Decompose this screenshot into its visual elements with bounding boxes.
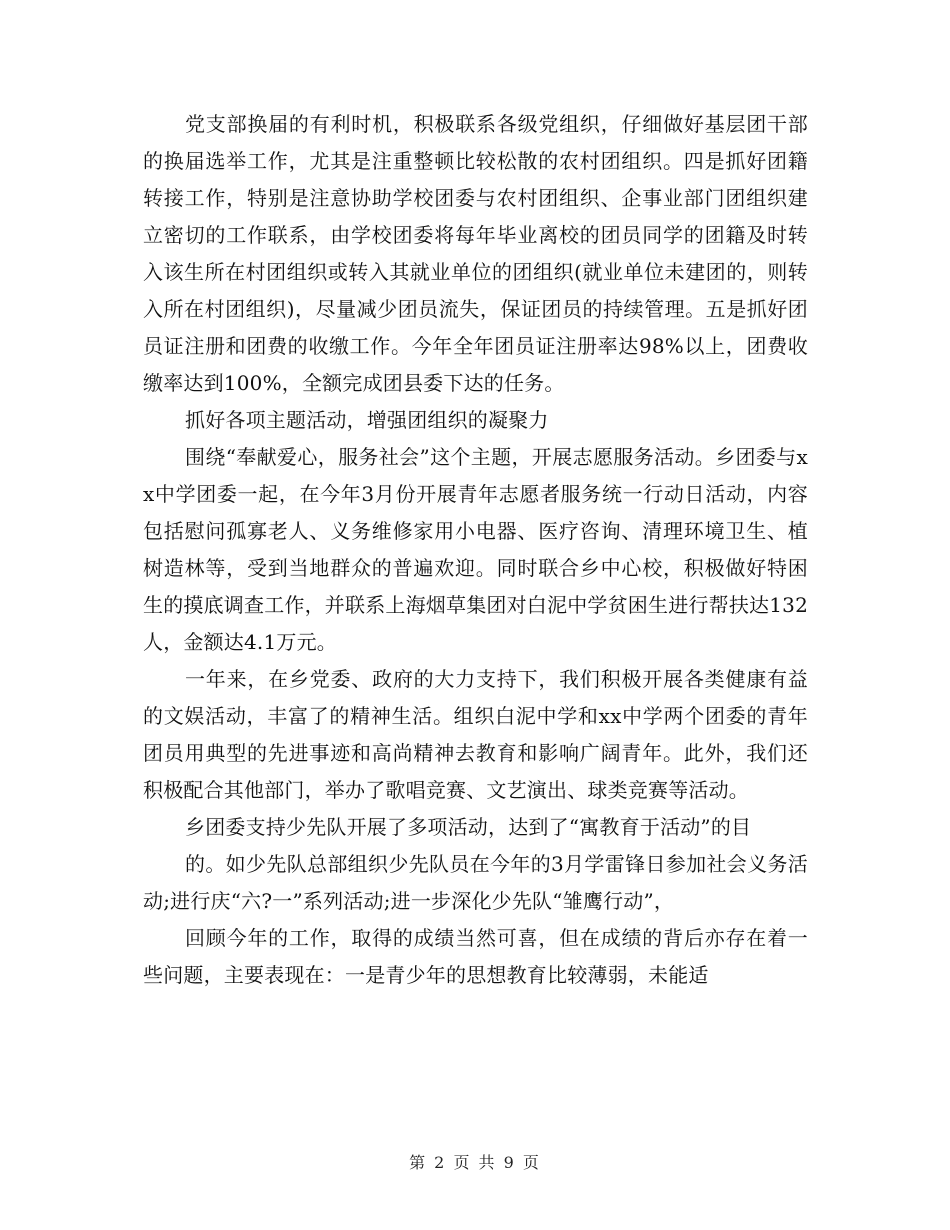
paragraph-3: 一年来，在乡党委、政府的大力支持下，我们积极开展各类健康有益的文娱活动，丰富了的精神生活。组织白泥中学和xx中学两个团委的青年团员用典型的先进事迹和高尚精神去教育和影响广阔青年。此外，我们还积极配合其他部门，举办了歌唱竞赛、文艺演出、球类竞赛等活动。 — [143, 667, 808, 802]
paragraph-5: 的。如少先队总部组织少先队员在今年的3月学雷锋日参加社会义务活动;进行庆“六?一”系列活动;进一步深化少先队“雏鹰行动”， — [143, 852, 808, 913]
document-body — [143, 106, 808, 994]
paragraph-1: 党支部换届的有利时机，积极联系各级党组织，仔细做好基层团干部的换届选举工作，尤其是注重整顿比较松散的农村团组织。四是抓好团籍转接工作，特别是注意协助学校团委与农村团组织、企事业部门团组织建立密切的工作联系，由学校团委将每年毕业离校的团员同学的团籍及时转入该生所在村团组织或转入其就业单位的团组织(就业单位未建团的，则转入所在村团组织)，尽量减少团员流失，保证团员的持续管理。五是抓好团员证注册和团费的收缴工作。今年全年团员证注册率达98%以上，团费收缴率达到100%，全额完成团县委下达的任务。 — [143, 112, 808, 395]
paragraph-6: 回顾今年的工作，取得的成绩当然可喜，但在成绩的背后亦存在着一些问题，主要表现在：一是青少年的思想教育比较薄弱，未能适 — [143, 926, 808, 987]
page-footer: 第 2 页 共 9 页 — [409, 1153, 541, 1172]
paragraph-4: 乡团委支持少先队开展了多项活动，达到了“寓教育于活动”的目 — [185, 815, 752, 839]
section-heading: 抓好各项主题活动，增强团组织的凝聚力 — [185, 408, 549, 432]
paragraph-2: 围绕“奉献爱心，服务社会”这个主题，开展志愿服务活动。乡团委与xx中学团委一起，在今年3月份开展青年志愿者服务统一行动日活动，内容包括慰问孤寡老人、义务维修家用小电器、医疗咨询、清理环境卫生、植树造林等，受到当地群众的普遍欢迎。同时联合乡中心校，积极做好特困生的摸底调查工作，并联系上海烟草集团对白泥中学贫困生进行帮扶达132人，金额达4.1万元。 — [143, 445, 808, 654]
